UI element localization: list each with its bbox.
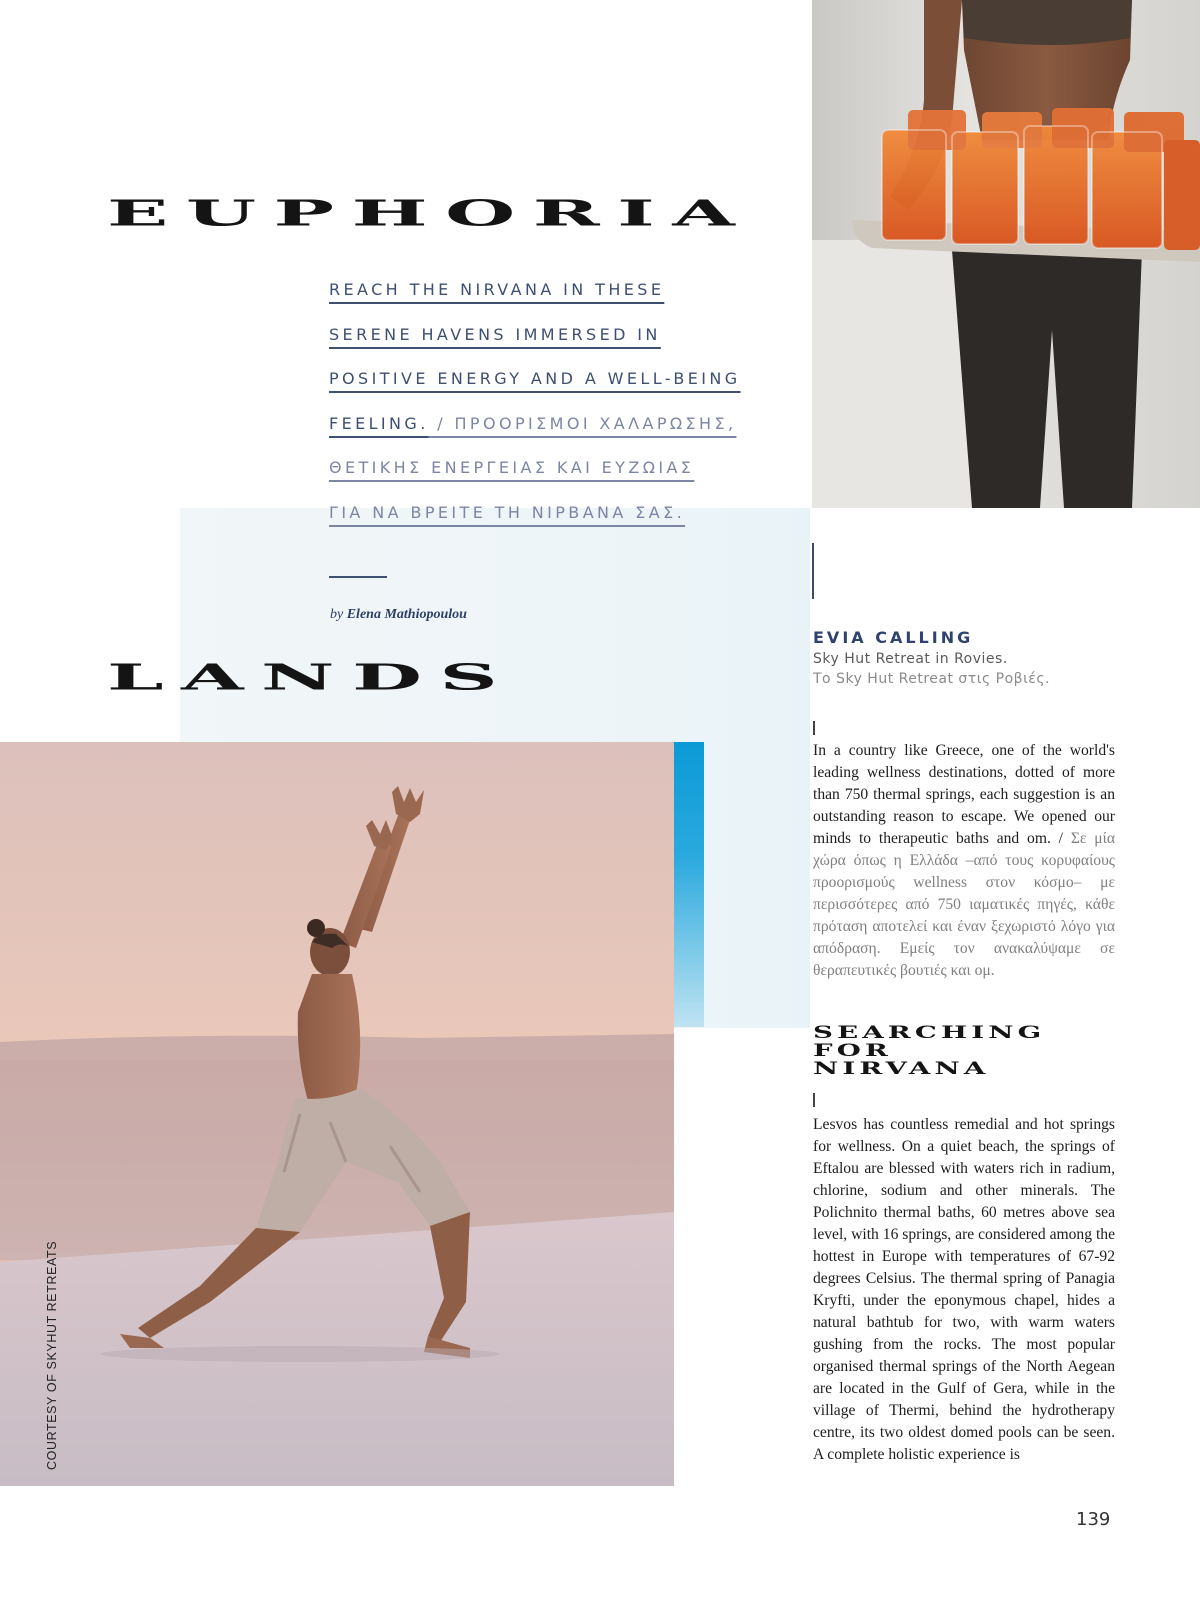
- byline: [330, 607, 467, 623]
- article-title-line1: EUPHORIA: [107, 191, 753, 235]
- text-marker: [813, 721, 815, 735]
- accent-blue-strip: [674, 742, 704, 1027]
- dek-text-en: POSITIVE ENERGY AND A WELL-BEING: [329, 369, 741, 388]
- intro-paragraph: [813, 740, 1115, 982]
- juice-tray-photo: [812, 0, 1200, 508]
- intro-greek: Σε μία χώρα όπως η Ελλάδα –από τους κορυφαίους προορισμούς wellness στον κόσμο– με περισσότερες από 750 ιαματικές πηγές, κάθε πρόταση αποτελεί και έναν ξεχωριστό λόγο για απόδραση. Εμείς τον ανακαλύψαμε σε θεραπευτικές βουτιές και ομ.: [813, 830, 1115, 979]
- dek-line: [329, 446, 759, 491]
- caption-english: Sky Hut Retreat in Rovies.: [813, 651, 1008, 667]
- section-heading-line: NIRVANA: [813, 1058, 990, 1078]
- section-body: Lesvos has countless remedial and hot springs for wellness. On a quiet beach, the springs of Eftalou are blessed with waters rich in radium, chlorine, sodium and other minerals. The Polichnito thermal baths, 60 metres above sea level, with 16 springs, are considered among the hottest in Europe with temperatures of 67-92 degrees Celsius. The thermal spring of Panagia Kryfti, under the eponymous chapel, hides a natural bathtub for two, with warm waters gushing from the rocks. The most popular organised thermal springs of the North Aegean are located in the Gulf of Gera, while in the village of Thermi, behind the hydrotherapy centre, its two oldest domed pools can be seen. A complete holistic experience is: [813, 1116, 1115, 1463]
- section-heading-line: SEARCHING: [813, 1022, 1046, 1042]
- intro-english: In a country like Greece, one of the world's leading wellness destinations, dotted of more than 750 thermal springs, each suggestion is an outstanding reason to escape. We opened our minds to therapeutic baths and om. /: [813, 742, 1115, 847]
- dek-divider: [329, 576, 387, 578]
- column-rule: [812, 543, 814, 599]
- section-heading: [813, 1023, 1045, 1077]
- byline-prefix: by: [330, 607, 347, 622]
- dek-line: [329, 313, 759, 358]
- byline-author: Elena Mathiopoulou: [346, 607, 467, 622]
- dek-line: [329, 268, 759, 313]
- dek-text-en: REACH THE NIRVANA IN THESE: [329, 280, 665, 299]
- photo-caption: [813, 628, 1050, 687]
- caption-title: EVIA CALLING: [813, 628, 974, 647]
- text-marker: [813, 1093, 815, 1107]
- article-title-line2: LANDS: [107, 655, 516, 699]
- photo-credit-text: COURTESY OF SKYHUT RETREATS: [45, 1240, 59, 1470]
- section-heading-line: FOR: [813, 1040, 893, 1060]
- dek-text-gr: / ΠΡΟΟΡΙΣΜΟΙ ΧΑΛΑΡΩΣΗΣ,: [428, 413, 737, 433]
- article-dek: [329, 268, 759, 535]
- caption-greek: Το Sky Hut Retreat στις Ροβιές.: [813, 671, 1051, 687]
- dek-text-gr: ΘΕΤΙΚΗΣ ΕΝΕΡΓΕΙΑΣ ΚΑΙ ΕΥΖΩΙΑΣ: [329, 458, 695, 477]
- dek-text-en: SERENE HAVENS IMMERSED IN: [329, 324, 661, 344]
- dek-text-gr: ΓΙΑ ΝΑ ΒΡΕΙΤΕ ΤΗ ΝΙΡΒΑΝΑ ΣΑΣ.: [329, 502, 686, 522]
- dek-line: [329, 491, 759, 536]
- dek-line: [329, 357, 759, 402]
- dek-text-en: FEELING.: [329, 413, 429, 433]
- dek-line: [329, 402, 759, 447]
- yoga-pose-photo: [0, 742, 674, 1486]
- page-number: 139: [1076, 1509, 1111, 1530]
